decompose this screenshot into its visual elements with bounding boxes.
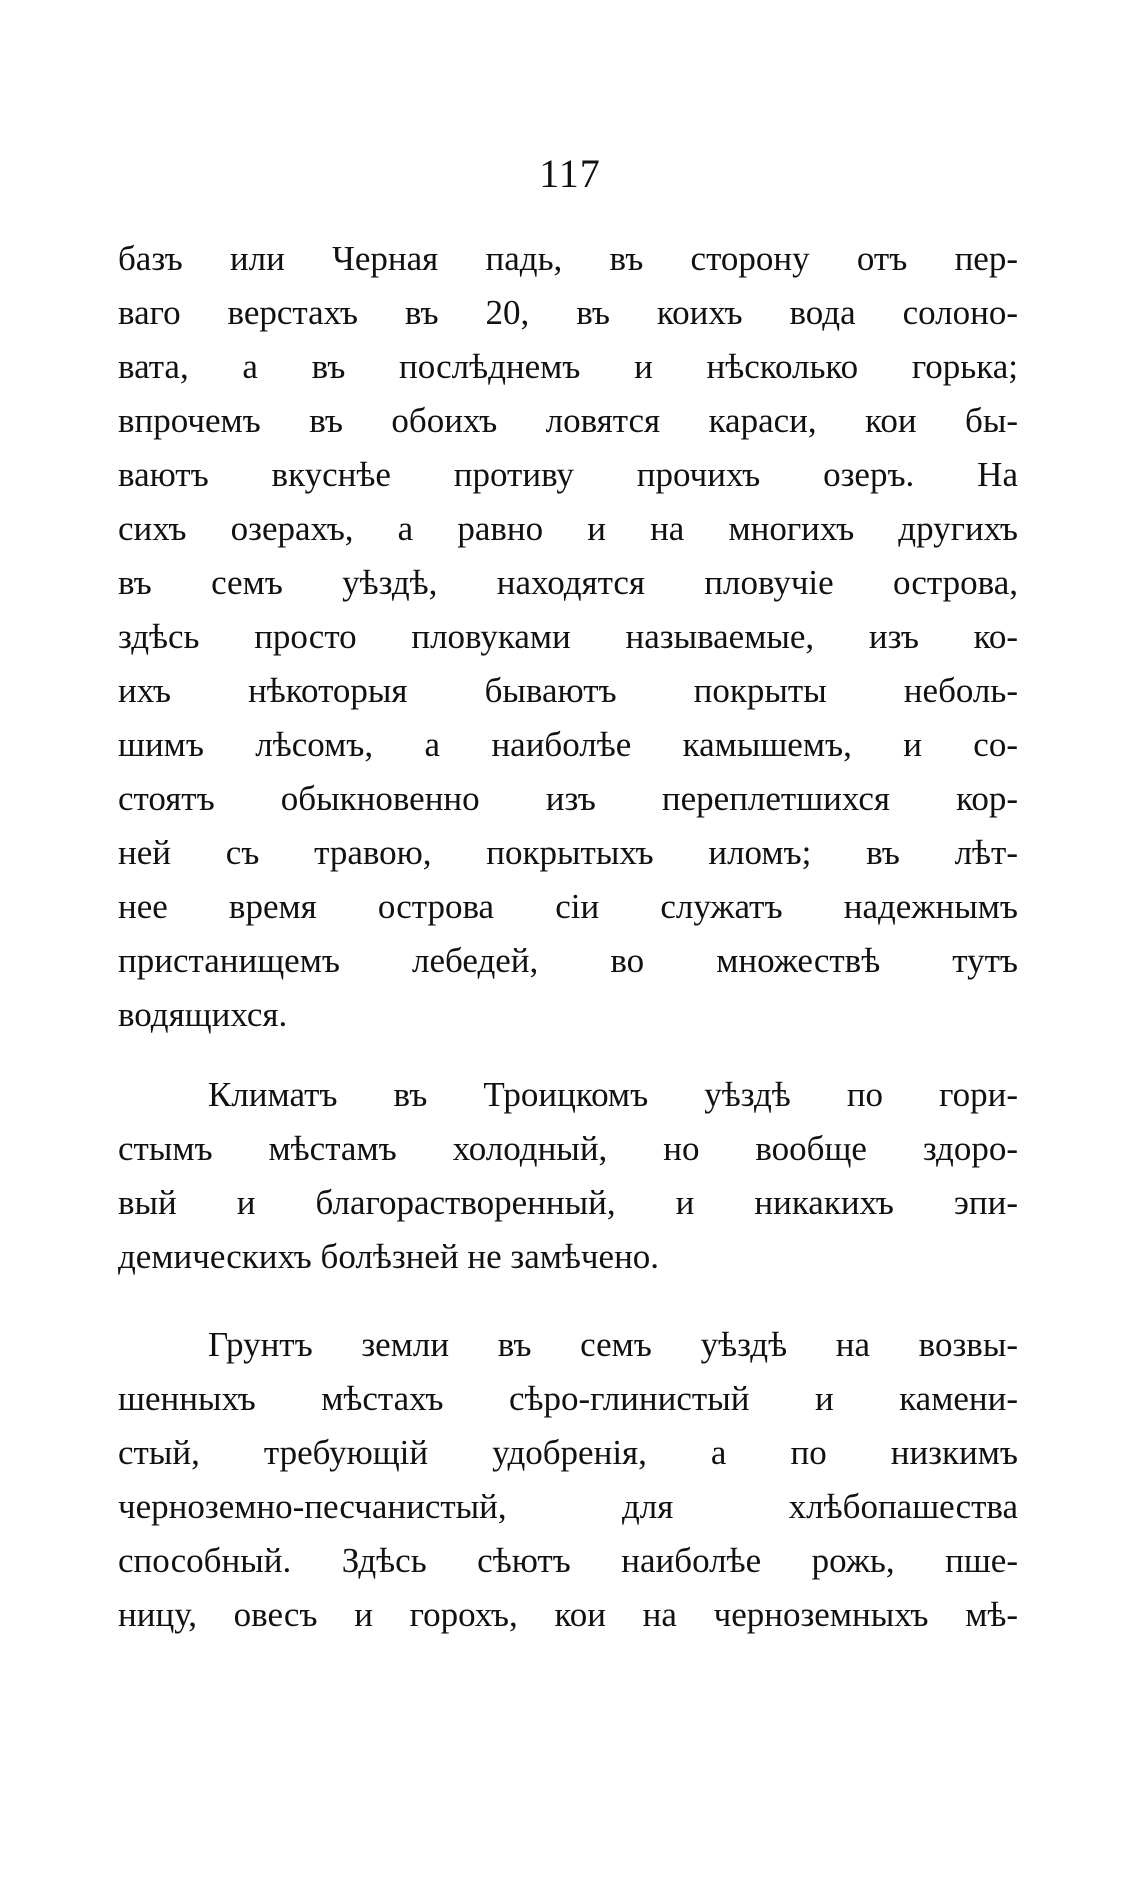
text-line: ихъ нѣкоторыя бываютъ покрыты неболь- xyxy=(118,671,1018,710)
paragraph-1 xyxy=(118,232,1018,1042)
text-line: способный. Здѣсь сѣютъ наиболѣе рожь, пше- xyxy=(118,1541,1018,1580)
text-line: вата, а въ послѣднемъ и нѣсколько горька; xyxy=(118,347,1018,386)
text-line: ницу, овесъ и горохъ, кои на черноземныхъ мѣ- xyxy=(118,1595,1018,1634)
text-line: ваютъ вкуснѣе противу прочихъ озеръ. На xyxy=(118,455,1018,494)
text-line: черноземно-песчанистый, для хлѣбопашества xyxy=(118,1487,1018,1526)
text-line: Грунтъ земли въ семъ уѣздѣ на возвы- xyxy=(208,1325,1018,1364)
text-line: стымъ мѣстамъ холодный, но вообще здоро- xyxy=(118,1129,1018,1168)
text-line: здѣсь просто пловуками называемые, изъ ко- xyxy=(118,617,1018,656)
text-line: сихъ озерахъ, а равно и на многихъ другихъ xyxy=(118,509,1018,548)
text-line: вый и благорастворенный, и никакихъ эпи- xyxy=(118,1183,1018,1222)
text-line: базъ или Черная падь, въ сторону отъ пер- xyxy=(118,239,1018,278)
text-line: Климатъ въ Троицкомъ уѣздѣ по гори- xyxy=(208,1075,1018,1114)
text-line: стоятъ обыкновенно изъ переплетшихся кор- xyxy=(118,779,1018,818)
text-line: пристанищемъ лебедей, во множествѣ тутъ xyxy=(118,941,1018,980)
paragraph-3 xyxy=(118,1318,1018,1642)
paragraph-2 xyxy=(118,1068,1018,1284)
page-number: 117 xyxy=(539,151,601,196)
text-line: шимъ лѣсомъ, а наиболѣе камышемъ, и со- xyxy=(118,725,1018,764)
text-line: демическихъ болѣзней не замѣчено. xyxy=(118,1237,660,1276)
text-line: водящихся. xyxy=(118,995,288,1034)
text-line: впрочемъ въ обоихъ ловятся караси, кои бы- xyxy=(118,401,1018,440)
text-line: ней съ травою, покрытыхъ иломъ; въ лѣт- xyxy=(118,833,1018,872)
text-line: шенныхъ мѣстахъ сѣро-глинистый и камени- xyxy=(118,1379,1018,1418)
text-line: нее время острова сіи служатъ надежнымъ xyxy=(118,887,1018,926)
text-line: въ семъ уѣздѣ, находятся пловучіе острова, xyxy=(118,563,1018,602)
text-line: ваго верстахъ въ 20, въ коихъ вода солоно- xyxy=(118,293,1018,332)
text-line: стый, требующій удобренія, а по низкимъ xyxy=(118,1433,1018,1472)
